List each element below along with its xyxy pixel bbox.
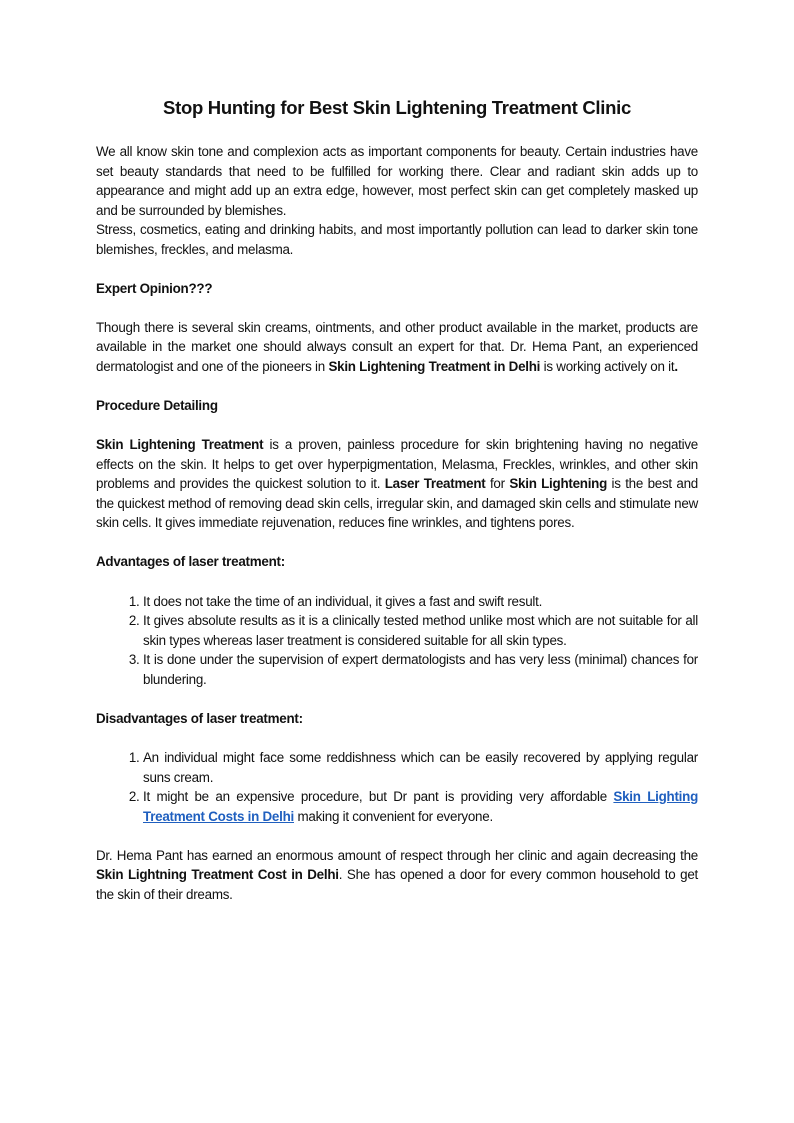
closing-text-1: Dr. Hema Pant has earned an enormous amount of respect through her clinic and again decreasing the xyxy=(96,847,698,863)
page-title: Stop Hunting for Best Skin Lightening Treatment Clinic xyxy=(163,97,631,118)
expert-bold-1: Skin Lightening Treatment in Delhi xyxy=(328,359,541,375)
expert-heading: Expert Opinion??? xyxy=(96,280,213,296)
procedure-text-3: is the best and the quickest method of removing dead skin cells, irregular skin, and damaged skin cells and stimulate new skin cells. It gives immediate rejuvenation, reduces fine wrinkles, and tightens pores. xyxy=(96,476,698,531)
closing-bold-1: Skin Lightning Treatment Cost in Delhi xyxy=(96,867,339,883)
list-item xyxy=(143,787,698,826)
procedure-bold-3: Skin Lightening xyxy=(509,476,608,492)
list-item: 1. An individual might face some reddishness which can be easily recovered by applying regular suns cream. xyxy=(143,748,698,787)
expert-text-2: is working actively on it xyxy=(540,359,675,375)
advantages-list xyxy=(96,592,698,690)
expert-bold-2: . xyxy=(674,359,678,375)
item-text-2: making it convenient for everyone. xyxy=(294,808,493,824)
expert-paragraph xyxy=(96,318,698,377)
procedure-text-1: is a proven, painless procedure for skin brightening having no negative effects on the skin. It helps to get over hyperpigmentation, Melasma, Freckles, wrinkles, and other skin problems and provides the quickest solution to it. xyxy=(96,437,698,492)
procedure-heading: Procedure Detailing xyxy=(96,398,218,414)
list-item: 3. It is done under the supervision of expert dermatologists and has very less (minimal) chances for blundering. xyxy=(143,650,698,689)
list-item: 2. It gives absolute results as it is a clinically tested method unlike most which are not suitable for all skin types whereas laser treatment is considered suitable for all skin types. xyxy=(143,611,698,650)
intro-paragraph-2: Stress, cosmetics, eating and drinking habits, and most importantly pollution can lead to darker skin tone blemishes, freckles, and melasma. xyxy=(96,222,698,257)
document-body xyxy=(96,142,698,924)
procedure-text-2: for xyxy=(485,476,510,492)
closing-text-2: . She has opened a door for every common household to get the skin of their dreams. xyxy=(96,867,698,902)
item-text-1: It might be an expensive procedure, but Dr pant is providing very affordable xyxy=(143,789,614,805)
list-item: 1. It does not take the time of an individual, it gives a fast and swift result. xyxy=(143,592,698,612)
expert-text-1: Though there is several skin creams, ointments, and other product available in the market, products are available in the market one should always consult an expert for that. Dr. Hema Pant, an experienced dermatologist and one of the pioneers in xyxy=(96,319,698,375)
disadvantages-list xyxy=(96,748,698,826)
disadvantages-heading: Disadvantages of laser treatment: xyxy=(96,710,303,726)
advantages-heading: Advantages of laser treatment: xyxy=(96,554,285,570)
cost-link[interactable]: Skin Lighting Treatment Costs in Delhi xyxy=(143,789,698,824)
closing-paragraph xyxy=(96,846,698,905)
procedure-bold-1: Skin Lightening Treatment xyxy=(96,437,264,453)
intro-paragraph-1: We all know skin tone and complexion acts as important components for beauty. Certain industries have set beauty standards that need to be fulfilled for working there. Clear and radiant skin adds up to appearance and might add up an extra edge, however, most perfect skin can get completely masked up and be surrounded by blemishes. xyxy=(96,144,698,218)
procedure-paragraph xyxy=(96,435,698,533)
procedure-bold-2: Laser Treatment xyxy=(384,476,486,492)
